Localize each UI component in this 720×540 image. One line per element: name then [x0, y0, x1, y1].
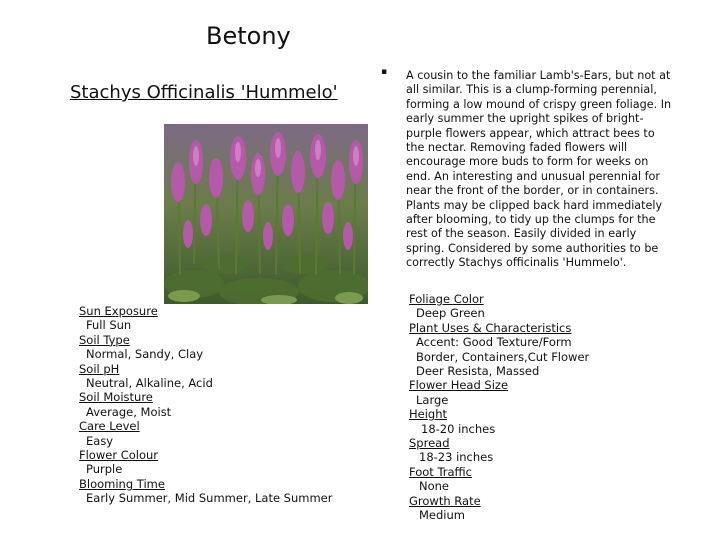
growth-rate-label: Growth Rate	[409, 493, 481, 508]
plant-uses-value-2: Border, Containers,Cut Flower	[416, 349, 590, 364]
blooming-time-label: Blooming Time	[79, 476, 165, 491]
plant-uses-value-1: Accent: Good Texture/Form	[416, 335, 572, 350]
flower-head-size-value: Large	[416, 392, 449, 407]
flower-colour-value: Purple	[86, 462, 123, 477]
foot-traffic-value: None	[419, 479, 450, 494]
height-label: Height	[409, 407, 448, 422]
flower-colour-label: Flower Colour	[79, 448, 159, 463]
soil-type-value: Normal, Sandy, Clay	[86, 347, 204, 362]
bullet-icon: ▪	[381, 67, 388, 77]
growth-rate-value: Medium	[419, 508, 465, 523]
flower-head-size-label: Flower Head Size	[409, 378, 509, 393]
plant-uses-value-3: Deer Resista, Massed	[416, 364, 540, 379]
plant-photo	[164, 124, 368, 304]
sun-exposure-value: Full Sun	[86, 318, 132, 333]
soil-moisture-label: Soil Moisture	[79, 390, 153, 405]
plant-subtitle: Stachys Officinalis 'Hummelo'	[70, 82, 338, 103]
left-attributes	[79, 304, 332, 506]
plant-description: A cousin to the familiar Lamb's-Ears, but not at all similar. This is a clump-forming perennial, forming a low mound of crispy green foliage. In early summer the upright spikes of bright-purple flowers appear, which attract bees to the nectar. Removing faded flowers will encourage more buds to form for weeks on end. An interesting and unusual perennial for near the front of the border, or in containers. Plants may be clipped back hard immediately after blooming, to tidy up the clumps for the rest of the season. Easily divided in early spring. Considered by some authorities to be correctly Stachys officinalis 'Hummelo'.	[406, 69, 672, 270]
plant-uses-label: Plant Uses & Characteristics	[409, 320, 572, 335]
care-level-value: Easy	[86, 433, 114, 448]
foot-traffic-label: Foot Traffic	[409, 464, 472, 479]
sun-exposure-label: Sun Exposure	[79, 304, 158, 318]
right-attributes	[409, 292, 589, 523]
page-title: Betony	[206, 22, 291, 50]
spread-label: Spread	[409, 436, 450, 451]
care-level-label: Care Level	[79, 419, 140, 434]
foliage-color-value: Deep Green	[416, 306, 485, 321]
blooming-time-value: Early Summer, Mid Summer, Late Summer	[86, 491, 333, 506]
soil-ph-label: Soil pH	[79, 361, 120, 376]
soil-moisture-value: Average, Moist	[86, 404, 172, 419]
foliage-color-label: Foliage Color	[409, 292, 484, 306]
soil-ph-value: Neutral, Alkaline, Acid	[86, 376, 213, 391]
height-value: 18-20 inches	[421, 421, 496, 436]
soil-type-label: Soil Type	[79, 332, 130, 347]
spread-value: 18-23 inches	[419, 450, 494, 465]
